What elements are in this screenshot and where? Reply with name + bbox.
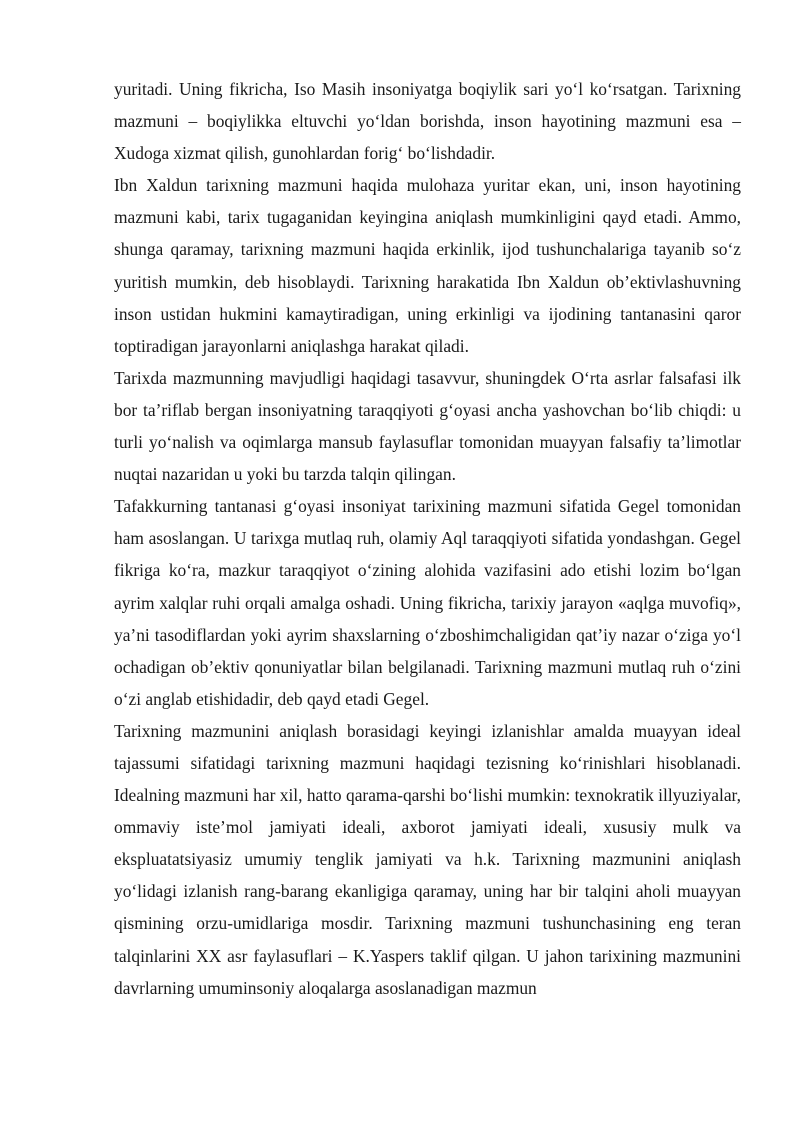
paragraph-3: Tarixda mazmunning mavjudligi haqidagi tasavvur, shuningdek O‘rta asrlar falsafasi ilk bor ta’riflab bergan insoniyatning taraqqiyoti g‘oyasi ancha yashovchan bo‘lib chiqdi: u turli yo‘nalish va oqimlarga mansub faylasuflar tomonidan muayyan falsafiy ta’limotlar nuqtai nazaridan u yoki bu tarzda talqin qilingan. [114,367,741,485]
document-page [114,73,741,1004]
paragraph-1: yuritadi. Uning fikricha, Iso Masih insoniyatga boqiylik sari yo‘l ko‘rsatgan. Tarixning mazmuni – boqiylikka eltuvchi yo‘ldan borishda, inson hayotining mazmuni esa – Xudoga xizmat qilish, gunohlardan forig‘ bo‘lishdadir. [114,79,741,164]
paragraph-4: Tafakkurning tantanasi g‘oyasi insoniyat tarixining mazmuni sifatida Gegel tomonidan ham asoslangan. U tarixga mutlaq ruh, olamiy Aql taraqqiyoti sifatida yondashgan. Gegel fikriga ko‘ra, mazkur taraqqiyot o‘zining alohida vazifasini ado etishi lozim bo‘lgan ayrim xalqlar ruhi orqali amalga oshadi. Uning fikricha, tarixiy jarayon «aqlga muvofiq», ya’ni tasodiflardan yoki ayrim shaxslarning o‘zboshimchaligidan qat’iy nazar o‘ziga yo‘l ochadigan ob’ektiv qonuniyatlar bilan belgilanadi. Tarixning mazmuni mutlaq ruh o‘zini o‘zi anglab etishidadir, deb qayd etadi Gegel. [114,496,741,709]
paragraph-2: Ibn Xaldun tarixning mazmuni haqida mulohaza yuritar ekan, uni, inson hayotining mazmuni kabi, tarix tugaganidan keyingina aniqlash mumkinligini qayd etadi. Ammo, shunga qaramay, tarixning mazmuni haqida erkinlik, ijod tushunchalariga tayanib so‘z yuritish mumkin, deb hisoblaydi. Tarixning harakatida Ibn Xaldun ob’ektivlashuvning inson ustidan hukmini kamaytiradigan, uning erkinligi va ijodining tantanasini qaror toptiradigan jarayonlarni aniqlashga harakat qiladi. [114,175,741,356]
paragraph-5: Tarixning mazmunini aniqlash borasidagi keyingi izlanishlar amalda muayyan ideal tajassumi sifatidagi tarixning mazmuni haqidagi tezisning ko‘rinishlari hisoblanadi. Idealning mazmuni har xil, hatto qarama-qarshi bo‘lishi mumkin: texnokratik illyuziyalar, ommaviy iste’mol jamiyati ideali, axborot jamiyati ideali, xususiy mulk va ekspluatatsiyasiz umumiy tenglik jamiyati va h.k. Tarixning mazmunini aniqlash yo‘lidagi izlanish rang-barang ekanligiga qaramay, uning har bir talqini aholi muayyan qismining orzu-umidlariga mosdir. Tarixning mazmuni tushunchasining eng teran talqinlarini XX asr faylasuflari – K.Yaspers taklif qilgan. U jahon tarixining mazmunini davrlarning umuminsoniy aloqalarga asoslanadigan mazmun [114,720,741,998]
